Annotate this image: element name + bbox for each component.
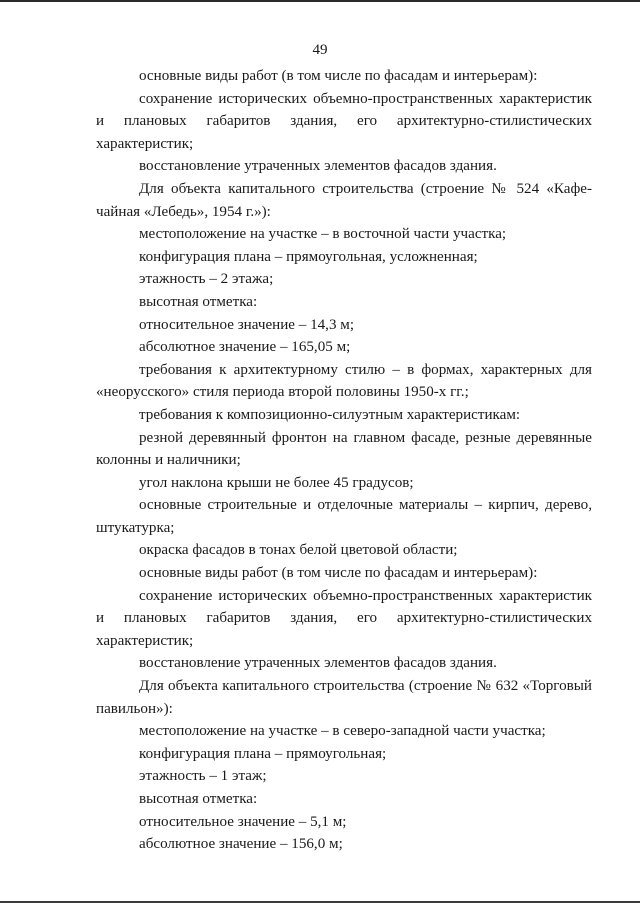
paragraph: окраска фасадов в тонах белой цветовой области; (139, 542, 458, 559)
paragraph: конфигурация плана – прямоугольная, усложненная; (139, 248, 478, 265)
paragraph: местоположение на участке – в северо-западной части участка; (139, 723, 546, 740)
paragraph: Для объекта капитального строительства (строение № 632 «Торговый павильон»): (96, 678, 592, 717)
paragraph: основные виды работ (в том числе по фасадам и интерьерам): (139, 68, 538, 84)
page-number: 49 (312, 42, 328, 58)
paragraph: основные строительные и отделочные материалы – кирпич, дерево, штукатурка; (96, 497, 592, 536)
paragraph: относительное значение – 5,1 м; (139, 813, 347, 830)
paragraph: высотная отметка: (139, 791, 258, 807)
scan-edge-top (0, 0, 640, 2)
paragraph: восстановление утраченных элементов фасадов здания. (139, 655, 497, 672)
paragraph: высотная отметка: (139, 293, 258, 310)
paragraph: конфигурация плана – прямоугольная; (139, 745, 387, 762)
document-body (96, 65, 592, 856)
paragraph: абсолютное значение – 156,0 м; (139, 836, 343, 853)
paragraph: требования к композиционно-силуэтным характеристикам: (139, 406, 521, 423)
paragraph: угол наклона крыши не более 45 градусов; (139, 474, 414, 491)
paragraph: местоположение на участке – в восточной части участка; (139, 226, 507, 243)
paragraph: этажность – 1 этаж; (139, 768, 267, 785)
paragraph: Для объекта капитального строительства (строение № 524 «Кафе-чайная «Лебедь», 1954 г.»): (96, 180, 592, 220)
paragraph: восстановление утраченных элементов фасадов здания. (139, 158, 497, 175)
paragraph: резной деревянный фронтон на главном фасаде, резные деревянные колонны и наличники; (96, 429, 592, 469)
paragraph: сохранение исторических объемно-пространственных характеристик и плановых габаритов здания, его архитектурно-стилистических характеристик; (96, 90, 592, 152)
paragraph: основные виды работ (в том числе по фасадам и интерьерам): (139, 565, 538, 582)
paragraph: сохранение исторических объемно-пространственных характеристик и плановых габаритов здания, его архитектурно-стилистических характеристик; (96, 587, 592, 649)
paragraph: этажность – 2 этажа; (139, 271, 274, 288)
paragraph: требования к архитектурному стилю – в формах, характерных для «неорусского» стиля периода второй половины 1950-х гг.; (96, 361, 592, 401)
paragraph: относительное значение – 14,3 м; (139, 316, 355, 333)
paragraph: абсолютное значение – 165,05 м; (139, 339, 351, 356)
